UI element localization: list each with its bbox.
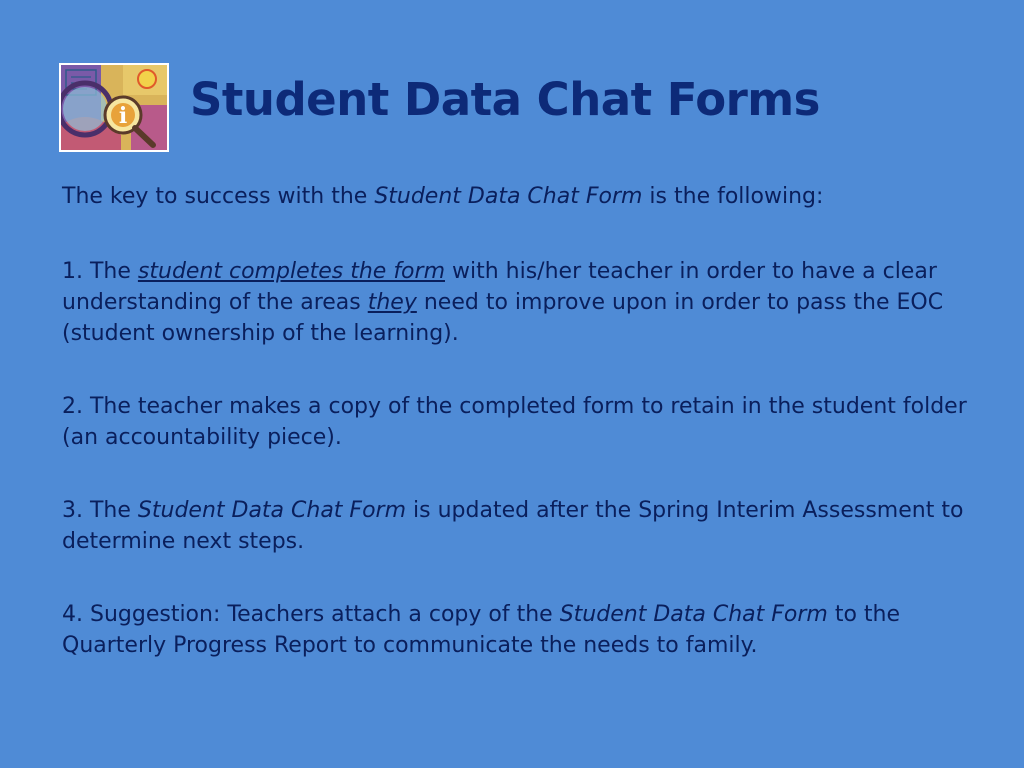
slide-title: Student Data Chat Forms bbox=[190, 73, 820, 126]
intro-emphasis: Student Data Chat Form bbox=[374, 184, 643, 209]
point-1-middle: with his/her teacher in order to have a clear understanding of the areas bbox=[62, 259, 937, 315]
point-1-emphasis-they: they bbox=[367, 290, 417, 315]
point-4-number: 4. Suggestion: Teachers attach a copy of the bbox=[62, 602, 560, 627]
point-3-end: is updated after the Spring Interim Assessment to determine next steps. bbox=[62, 498, 964, 554]
slide-body bbox=[62, 181, 972, 703]
intro-paragraph bbox=[62, 181, 972, 212]
list-item bbox=[62, 599, 972, 661]
list-item bbox=[62, 256, 972, 349]
list-item bbox=[62, 391, 972, 453]
point-4-end: to the Quarterly Progress Report to communicate the needs to family. bbox=[62, 602, 901, 658]
intro-text-after: is the following: bbox=[642, 184, 824, 209]
svg-text:i: i bbox=[118, 103, 128, 129]
point-4-emphasis: Student Data Chat Form bbox=[559, 602, 828, 627]
point-3-emphasis: Student Data Chat Form bbox=[137, 498, 407, 523]
point-1-number: 1. The bbox=[62, 259, 138, 284]
point-1-emphasis: student completes the form bbox=[137, 259, 445, 284]
list-item bbox=[62, 495, 972, 557]
point-1-end: need to improve upon in order to pass the EOC (student ownership of the learning). bbox=[62, 290, 944, 346]
info-magnifier-collage-icon bbox=[59, 63, 169, 152]
intro-text-before: The key to success with the bbox=[62, 184, 375, 209]
point-3-number: 3. The bbox=[62, 498, 138, 523]
point-2-text: 2. The teacher makes a copy of the completed form to retain in the student folder (an accountability piece). bbox=[62, 394, 967, 450]
